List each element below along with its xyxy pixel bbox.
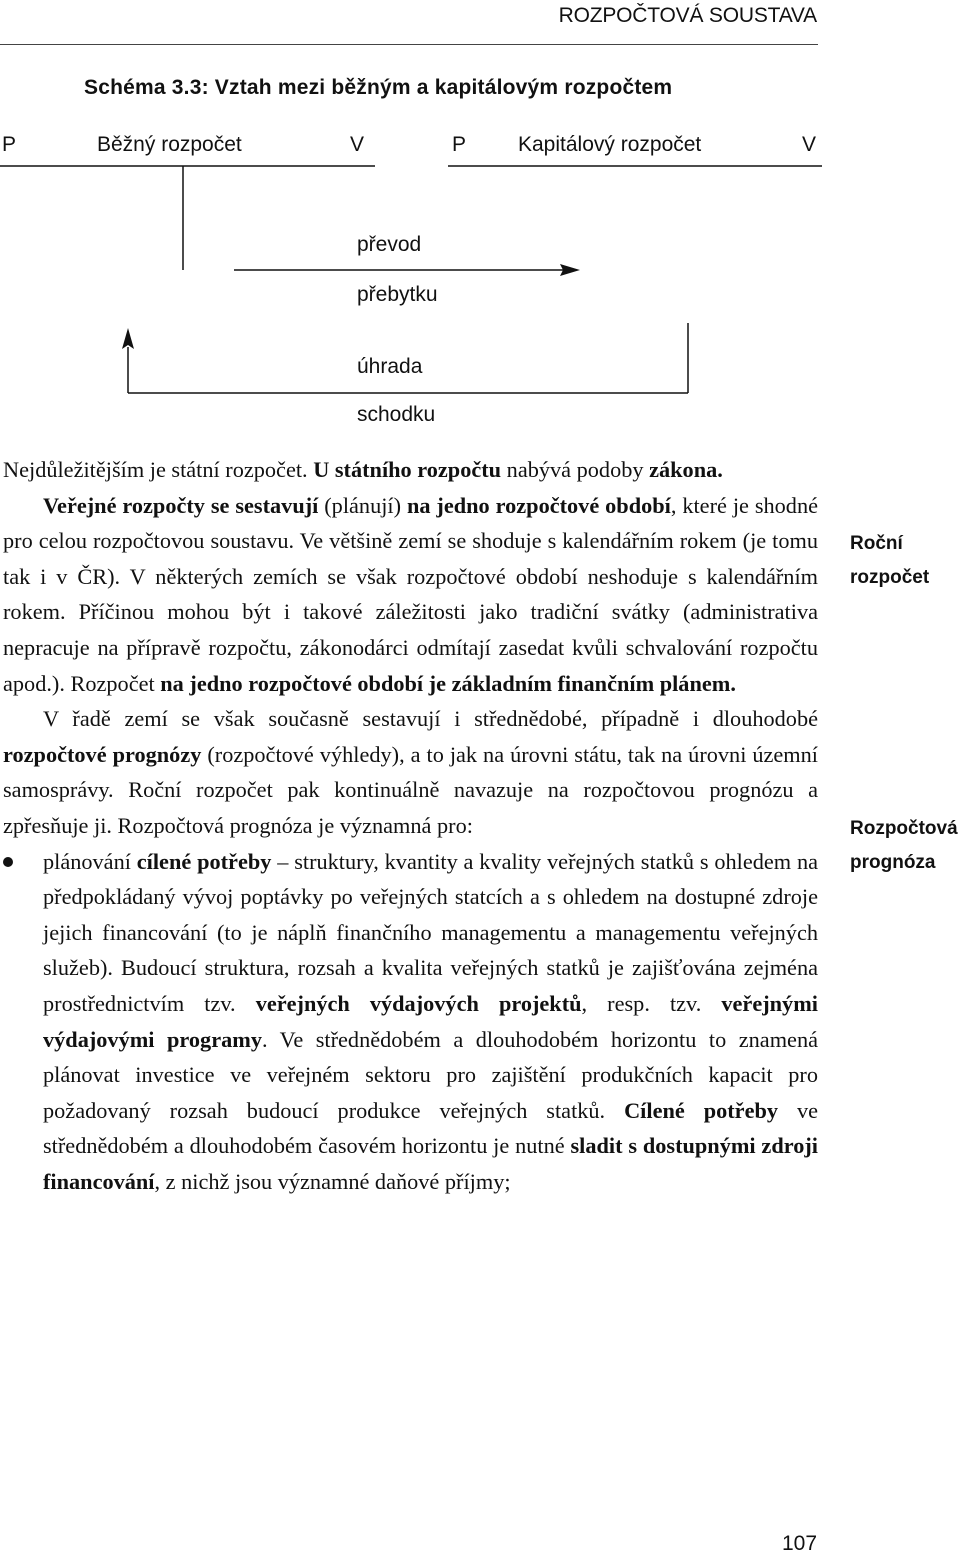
schema-title: Schéma 3.3: Vztah mezi běžným a kapitálovým rozpočtem — [84, 76, 673, 99]
bold-run: veřejnými výdajovými programy — [43, 990, 818, 1052]
bold-run: U státního rozpočtu — [313, 457, 502, 482]
bold-run: rozpočtové prognózy — [3, 741, 202, 767]
cover-label-line2: schodku — [357, 403, 436, 426]
cover-arrowhead — [122, 328, 134, 349]
margin-note-line: Rozpočtová — [850, 818, 958, 839]
current-budget-label: Běžný rozpočet — [97, 133, 242, 156]
page-number: 107 — [782, 1532, 818, 1555]
transfer-arrowhead — [560, 264, 580, 276]
text-run: ve střednědobém a dlouhodobém časovém horizontu je nutné — [43, 1097, 818, 1159]
text-run: Nejdůležitějším je státní rozpočet. — [3, 457, 314, 482]
text-run: , resp. tzv. — [581, 990, 722, 1016]
bold-run: veřejných výdajových projektů — [255, 990, 582, 1016]
margin-note-line: rozpočet — [850, 567, 930, 588]
text-run: (rozpočtové výhledy), a to jak na úrovni státu, tak na úrovni územní samosprávy. Roční rozpočet pak kontinuálně navazuje na rozpočtovou prognózu a zpřesňuje ji. Rozpočtová prognóza je významná pro: — [3, 741, 818, 838]
text-run: (plánují) — [318, 492, 407, 518]
text-run: plánování — [43, 848, 137, 874]
paragraph-budget-forecast — [3, 701, 818, 843]
bold-run: cílené potřeby — [136, 848, 272, 874]
bold-run: na jedno rozpočtové období — [406, 492, 671, 518]
paragraph-state-budget — [3, 452, 818, 488]
bold-run: na jedno rozpočtové období je základním finančním plánem. — [160, 670, 736, 696]
capital-budget-p: P — [452, 133, 467, 156]
margin-note-line: Roční — [850, 533, 903, 554]
transfer-label-line2: přebytku — [357, 283, 438, 306]
current-budget-v: V — [350, 133, 365, 156]
budget-relation-diagram — [0, 125, 830, 435]
margin-note-line: prognóza — [850, 852, 936, 873]
capital-budget-v: V — [802, 133, 817, 156]
text-run: – struktury, kvantity a kvality veřejných statků s ohledem na předpokládaný vývoj poptávky po veřejných statcích a s ohledem na dostupné zdroje jejich financování (to je náplň finančního managementu a managementu veřejných služeb). Budoucí struktura, rozsah a kvalita veřejných statků je zajišťována zejména prostřednictvím tzv. — [43, 848, 819, 1016]
bullet-icon — [3, 857, 13, 867]
paragraph-budget-period — [3, 488, 818, 702]
header-rule — [0, 44, 818, 45]
margin-note-annual-budget — [850, 527, 929, 595]
text-run: nabývá podoby — [501, 457, 650, 482]
text-run: . Ve střednědobém a dlouhodobém horizontu to znamená plánovat investice ve veřejném sektoru pro zajištění produkčních kapacit pro požadovaný rozsah budoucí produkce veřejných statků. — [43, 1026, 818, 1123]
capital-budget-label: Kapitálový rozpočet — [518, 133, 702, 156]
bold-run: zákona. — [649, 457, 723, 482]
running-header: ROZPOČTOVÁ SOUSTAVA — [558, 4, 817, 27]
text-run: , které je shodné pro celou rozpočtovou soustavu. Ve většině zemí se shoduje s kalendářním rokem (je tomu tak i v ČR). V některých zemích se však rozpočtové období neshoduje s kalendářním rokem. Příčinou mohou být i takové záležitosti jako tradiční svátky (administrativa nepracuje na přípravě rozpočtu, zákonodárci odmítají zasedat kvůli schvalování rozpočtu apod.). Rozpočet — [3, 492, 818, 696]
text-run: V řadě zemí se však současně sestavují i střednědobé, případně i dlouhodobé — [43, 706, 818, 732]
cover-label-line1: úhrada — [357, 355, 423, 378]
transfer-label-line1: převod — [357, 233, 422, 256]
current-budget-p: P — [2, 133, 17, 156]
text-run: , z nichž jsou významné daňové příjmy; — [154, 1168, 511, 1194]
bold-run: Veřejné rozpočty se sestavují — [43, 492, 319, 518]
body-text — [3, 452, 818, 1199]
bold-run: Cílené potřeby — [624, 1097, 779, 1123]
margin-note-budget-forecast — [850, 812, 958, 880]
list-item — [3, 844, 818, 1200]
bold-run: sladit s dostupnými zdroji financování — [43, 1133, 818, 1194]
bullet-list — [3, 844, 818, 1200]
diagram-lines — [0, 125, 830, 435]
